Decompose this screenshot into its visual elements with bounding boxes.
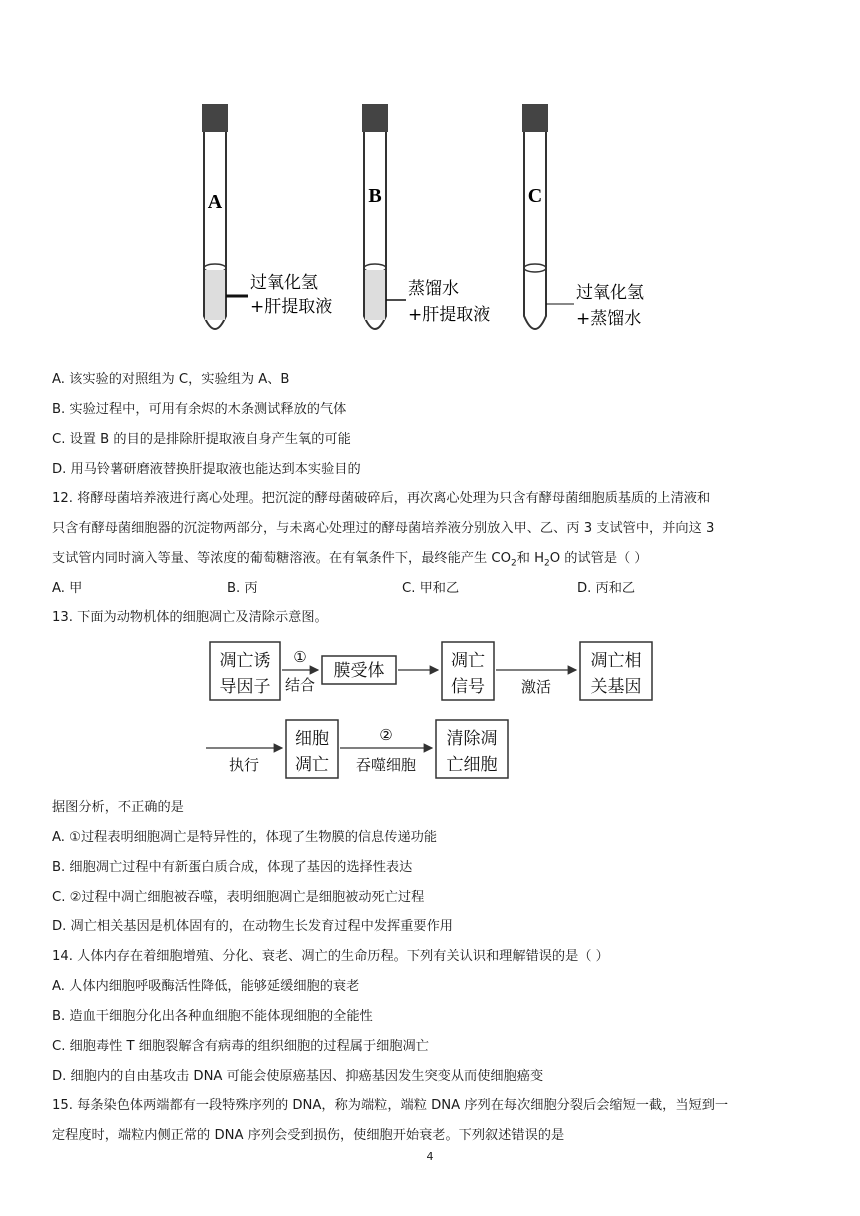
flow-arrow-5-bottom: 吞噬细胞 (355, 756, 417, 774)
q14-stem: 14. 人体内存在着细胞增殖、分化、衰老、凋亡的生命历程。下列有关认识和理解错误的是（ ） (52, 949, 609, 964)
flow-box-apoptosis-line1: 细胞 (295, 729, 329, 749)
liquid-a (205, 270, 225, 320)
q11-option-a: A. 该实验的对照组为 C，实验组为 A、B (52, 372, 290, 387)
flow-arrow-1-top: ① (293, 648, 307, 666)
q13-after-figure: 据图分析，不正确的是 (52, 800, 184, 815)
q14-option-d: D. 细胞内的自由基攻击 DNA 可能会使原癌基因、抑癌基因发生突变从而使细胞癌变 (52, 1069, 544, 1084)
q12-option-d: D. 丙和乙 (577, 581, 636, 596)
flow-arrow-4-bottom: 执行 (228, 756, 260, 774)
q13-option-b: B. 细胞凋亡过程中有新蛋白质合成，体现了基因的选择性表达 (52, 860, 413, 875)
tube-a-contents-line2: +肝提取液 (250, 297, 333, 317)
q12-stem-line3: 支试管内同时滴入等量、等浓度的葡萄糖溶液。在有氧条件下，最终能产生 $CO_2$和 $H_2O$ 的试管是（ ） (52, 551, 648, 569)
flow-box-inducer-line2: 导因子 (219, 677, 271, 697)
tube-c-contents-line2: +蒸馏水 (576, 309, 642, 329)
tube-b (362, 104, 490, 329)
tube-c-contents-line1: 过氧化氢 (576, 283, 644, 303)
q14-option-b: B. 造血干细胞分化出各种血细胞不能体现细胞的全能性 (52, 1009, 373, 1024)
q11-option-c: C. 设置 B 的目的是排除肝提取液自身产生氧的可能 (52, 432, 351, 447)
flow-box-inducer-line1: 凋亡诱 (219, 651, 271, 671)
q12-option-c: C. 甲和乙 (402, 581, 460, 596)
tube-a (202, 104, 332, 329)
q15-stem-line2: 定程度时，端粒内侧正常的 DNA 序列会受到损伤，使细胞开始衰老。下列叙述错误的是 (52, 1128, 565, 1143)
flow-box-clearance-line2: 亡细胞 (446, 755, 498, 775)
q14-option-c: C. 细胞毒性 T 细胞裂解含有病毒的组织细胞的过程属于细胞凋亡 (52, 1039, 429, 1054)
flow-box-clearance-line1: 清除凋 (446, 729, 498, 749)
tube-b-label: B (368, 185, 382, 207)
tube-a-contents-line1: 过氧化氢 (250, 273, 318, 293)
stopper-a-icon (202, 104, 228, 132)
flow-box-genes-line2: 关基因 (590, 677, 642, 697)
flow-box-apoptosis-line2: 凋亡 (295, 755, 329, 775)
q13-option-d: D. 凋亡相关基因是机体固有的，在动物生长发育过程中发挥重要作用 (52, 919, 453, 934)
apoptosis-flow-diagram (200, 636, 670, 786)
q12-stem-line1: 12. 将酵母菌培养液进行离心处理。把沉淀的酵母菌破碎后，再次离心处理为只含有酵母菌细胞质基质的上清液和 (52, 491, 711, 506)
flow-box-signal-line2: 信号 (451, 677, 485, 697)
tube-b-contents-line2: +肝提取液 (408, 305, 491, 325)
flow-box-signal-line1: 凋亡 (451, 651, 485, 671)
stopper-c-icon (522, 104, 548, 132)
stopper-b-icon (362, 104, 388, 132)
tube-a-label: A (207, 191, 223, 213)
flow-box-genes-line1: 凋亡相 (590, 651, 642, 671)
tube-b-contents-line1: 蒸馏水 (408, 279, 459, 299)
q14-option-a: A. 人体内细胞呼吸酶活性降低，能够延缓细胞的衰老 (52, 979, 360, 994)
q12-option-b: B. 丙 (227, 581, 258, 596)
flow-arrow-5-top: ② (379, 726, 393, 744)
tube-c (522, 104, 644, 329)
q12-option-a: A. 甲 (52, 581, 83, 596)
q15-stem-line1: 15. 每条染色体两端都有一段特殊序列的 DNA，称为端粒，端粒 DNA 序列在每次细胞分裂后会缩短一截，当短到一 (52, 1098, 729, 1113)
q11-option-b: B. 实验过程中，可用有余烬的木条测试释放的气体 (52, 402, 347, 417)
page-number: 4 (426, 1150, 434, 1163)
tube-c-label: C (527, 185, 543, 207)
q13-option-c: C. ②过程中凋亡细胞被吞噬，表明细胞凋亡是细胞被动死亡过程 (52, 890, 425, 905)
flow-arrow-3-bottom: 激活 (520, 678, 552, 696)
flow-arrow-1-bottom: 结合 (284, 676, 316, 694)
q13-stem: 13. 下面为动物机体的细胞凋亡及清除示意图。 (52, 610, 328, 625)
q13-option-a: A. ①过程表明细胞凋亡是特异性的，体现了生物膜的信息传递功能 (52, 830, 438, 845)
test-tube-figure (180, 98, 700, 350)
q11-option-d: D. 用马铃薯研磨液替换肝提取液也能达到本实验目的 (52, 462, 361, 477)
flow-box-receptor-text: 膜受体 (333, 661, 385, 681)
q12-stem-line2: 只含有酵母菌细胞器的沉淀物两部分，与未离心处理过的酵母菌培养液分别放入甲、乙、丙 3 支试管中，并向这 3 (52, 521, 715, 536)
liquid-b (365, 270, 385, 320)
